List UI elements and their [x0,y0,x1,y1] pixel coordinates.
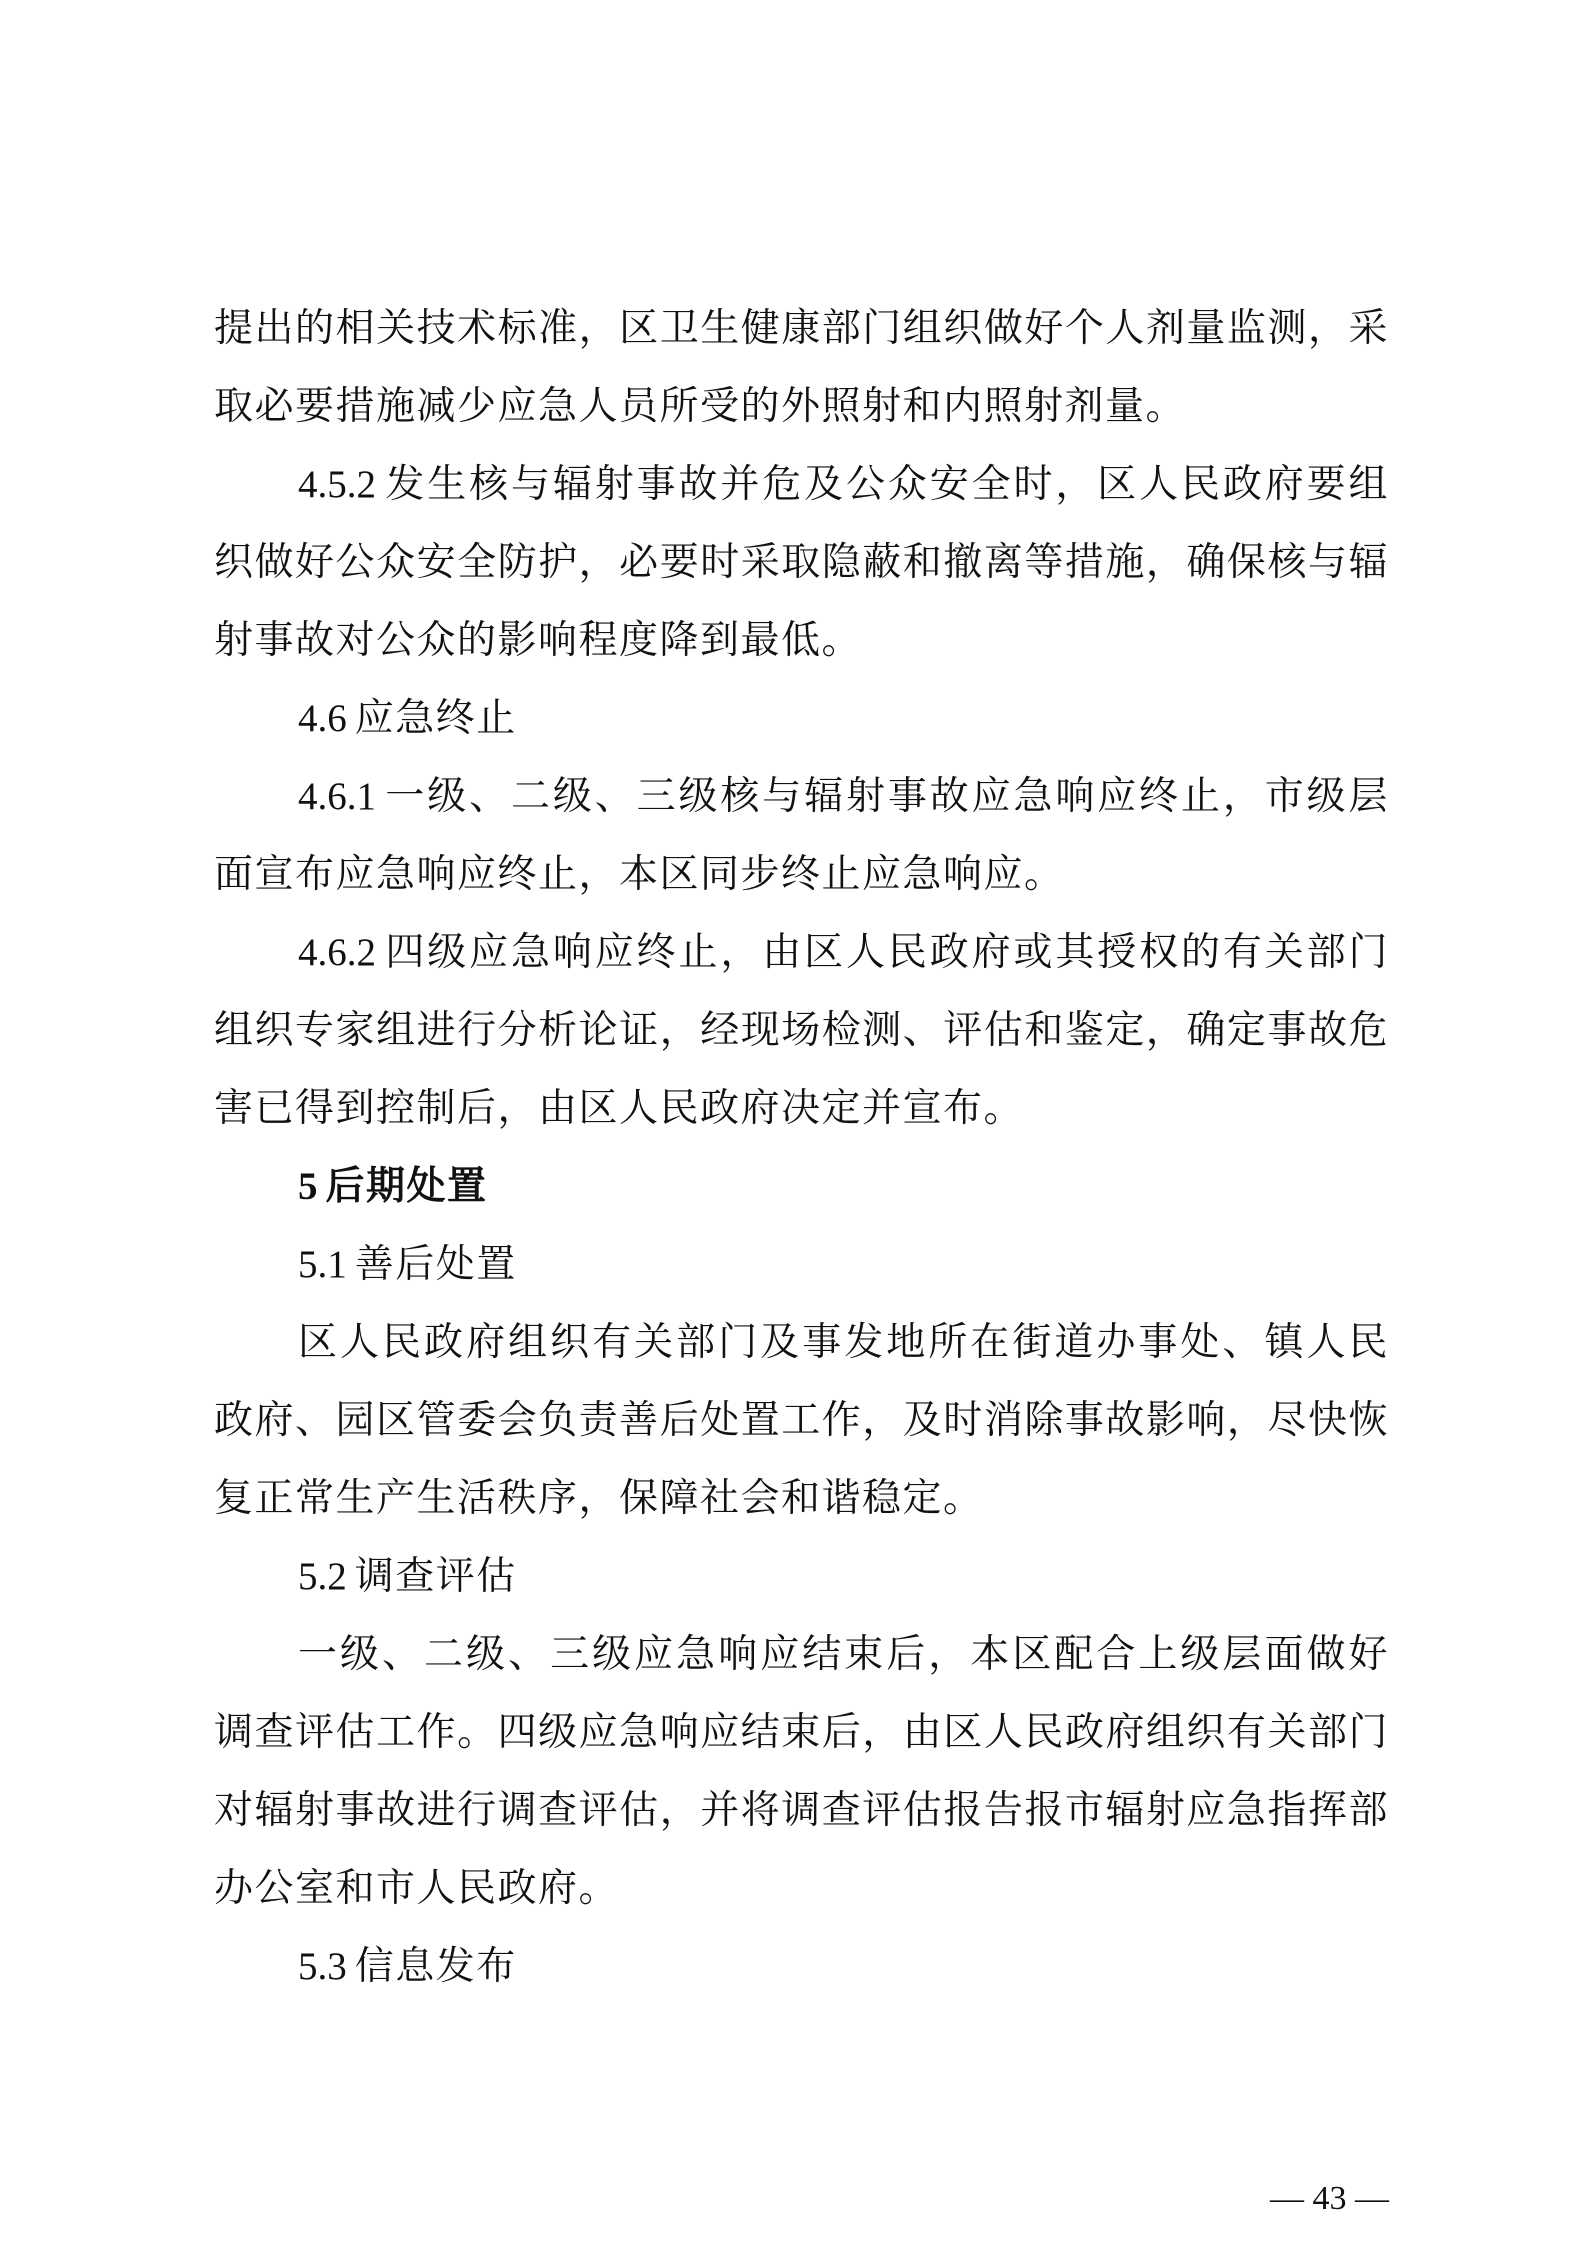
heading-number: 5.3 [298,1945,347,1988]
clause-number: 4.6.1 [298,775,376,818]
paragraph-aftermath: 区人民政府组织有关部门及事发地所在街道办事处、镇人民政府、园区管委会负责善后处置工作，及时消除事故影响，尽快恢复正常生产生活秩序，保障社会和谐稳定。 [214,1320,1389,1521]
clause-4-6-2 [214,914,1389,1148]
heading-number: 5.2 [298,1555,347,1598]
page-number: — 43 — [1270,2180,1389,2217]
clause-text: 发生核与辐射事故并危及公众安全时，区人民政府要组织做好公众安全防护，必要时采取隐蔽和撤离等措施，确保核与辐射事故对公众的影响程度降到最低。 [214,462,1389,663]
paragraph-investigation: 一级、二级、三级应急响应结束后，本区配合上级层面做好调查评估工作。四级应急响应结束后，由区人民政府组织有关部门对辐射事故进行调查评估，并将调查评估报告报市辐射应急指挥部办公室和市人民政府。 [214,1632,1389,1911]
section-title: 后期处置 [325,1164,488,1209]
clause-4-6-1 [214,758,1389,914]
document-body [214,290,1389,2006]
heading-5-2 [214,1538,1389,1616]
paragraph-continuation: 提出的相关技术标准，区卫生健康部门组织做好个人剂量监测，采取必要措施减少应急人员所受的外照射和内照射剂量。 [214,306,1389,429]
section-number: 5 [298,1165,318,1208]
heading-5-1 [214,1226,1389,1304]
clause-number: 4.5.2 [298,463,376,506]
heading-text: 善后处置 [354,1242,517,1287]
heading-number: 4.6 [298,697,347,740]
heading-5-3 [214,1928,1389,2006]
heading-text: 信息发布 [354,1944,517,1989]
clause-4-5-2 [214,446,1389,680]
section-heading-5 [214,1148,1389,1226]
heading-text: 应急终止 [354,696,517,741]
clause-text: 四级应急响应终止，由区人民政府或其授权的有关部门组织专家组进行分析论证，经现场检测、评估和鉴定，确定事故危害已得到控制后，由区人民政府决定并宣布。 [214,930,1389,1131]
clause-number: 4.6.2 [298,931,376,974]
clause-text: 一级、二级、三级核与辐射事故应急响应终止，市级层面宣布应急响应终止，本区同步终止应急响应。 [214,774,1389,897]
heading-number: 5.1 [298,1243,347,1286]
heading-4-6 [214,680,1389,758]
heading-text: 调查评估 [354,1554,517,1599]
